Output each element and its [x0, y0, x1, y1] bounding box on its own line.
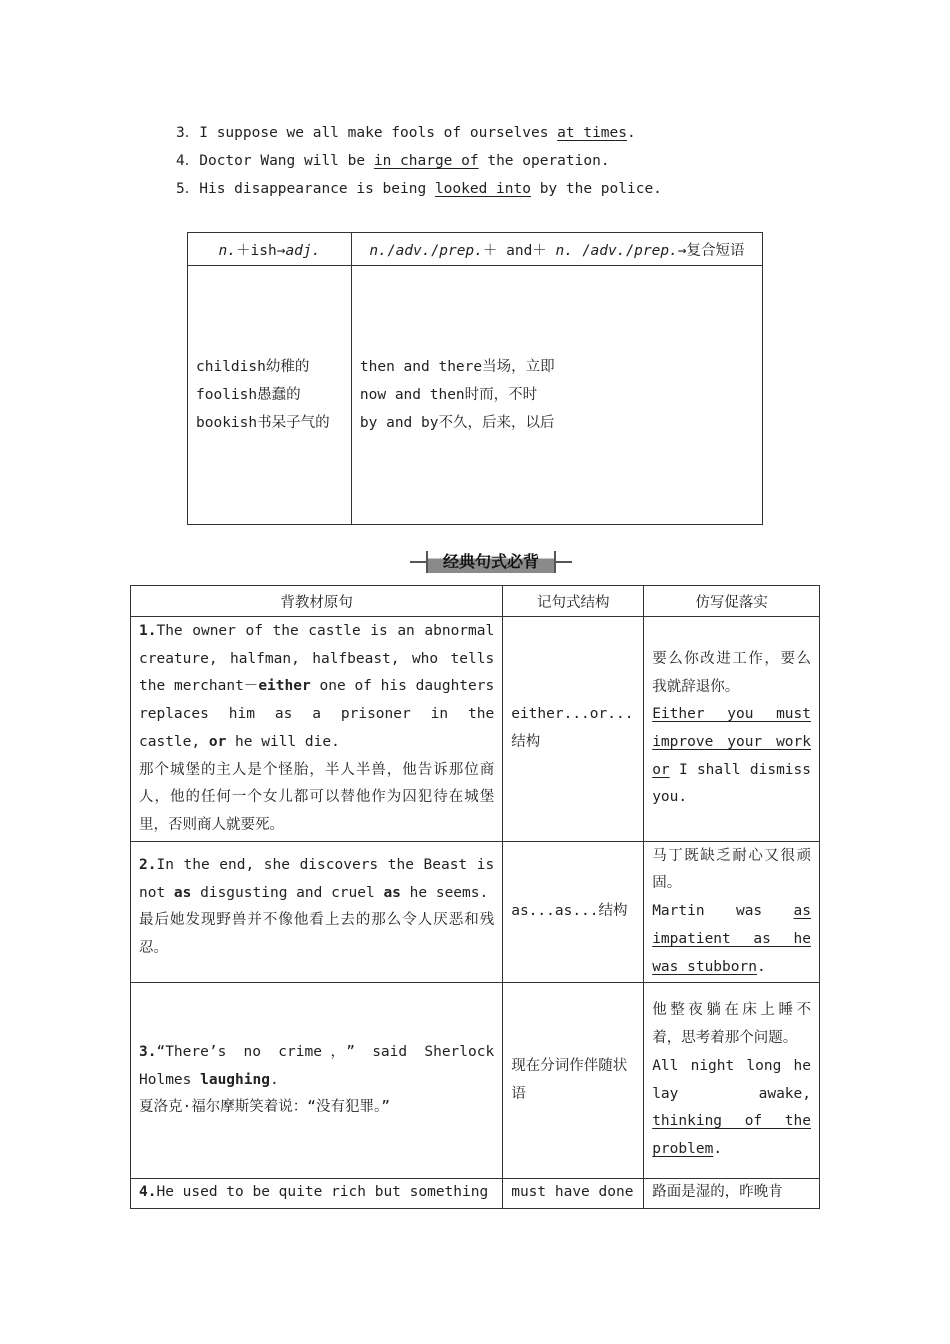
- header-original-sentence: 背教材原句: [131, 586, 503, 617]
- table-header-row: [188, 233, 763, 266]
- chinese-translation: 那个城堡的主人是个怪胎，半人半兽，他告诉那位商人，他的任何一个女儿都可以替他作为囚犯待在城堡里，否则商人就要死。: [139, 761, 495, 833]
- answer-blank: at times: [557, 125, 627, 141]
- imitation-cell: 他整夜躺在床上睡不着，思考着那个问题。 All night long he lay awake, thinking of the problem.: [644, 983, 820, 1179]
- keyword: or: [208, 733, 227, 750]
- answer-blank: thinking of the problem: [652, 1113, 811, 1157]
- keyword: as: [173, 884, 192, 901]
- section-title: [410, 551, 572, 573]
- word-formation-table: [187, 232, 763, 525]
- structure-cell: either...or...结构: [503, 617, 644, 842]
- header-compound-phrase: n./adv./prep.＋ and＋ n. /adv./prep.→复合短语: [351, 233, 762, 266]
- imitation-cell: 要么你改进工作，要么我就辞退你。 Either you must improve your work or I shall dismiss you.: [644, 617, 820, 842]
- section-title-text: 经典句式必背: [426, 551, 556, 573]
- answer-blank: looked into: [434, 181, 531, 197]
- keyword: laughing: [200, 1071, 270, 1088]
- table-header-row: [131, 586, 820, 617]
- header-suffix-ish: n.＋ish→adj.: [188, 233, 352, 266]
- structure-cell: as...as...结构: [503, 842, 644, 983]
- original-sentence-cell: 4.He used to be quite rich but something: [131, 1179, 503, 1209]
- original-sentence-cell: 3.“There’s no crime，” said Sherlock Holmes laughing. 夏洛克·福尔摩斯笑着说：“没有犯罪。”: [131, 983, 503, 1179]
- sentence-5: 5．His disappearance is being looked into by the police.: [176, 181, 662, 197]
- table-row: [131, 842, 820, 983]
- list-item: by and by不久，后来，以后: [359, 415, 555, 431]
- answer-blank: Either you must improve your work or: [652, 706, 811, 778]
- title-rule-right: [554, 561, 572, 563]
- list-item: childish幼稚的: [196, 359, 310, 375]
- original-sentence-cell: 2.In the end, she discovers the Beast is not as disgusting and cruel as he seems. 最后她发现野兽并不像他看上去的那么令人厌恶和残忍。: [131, 842, 503, 983]
- chinese-translation: 最后她发现野兽并不像他看上去的那么令人厌恶和残忍。: [139, 912, 495, 957]
- original-sentence-cell: 1.The owner of the castle is an abnormal creature, halfman, halfbeast, who tells the merchant－either one of his daughters replaces him as a prisoner in the castle, or he will die. 那个城堡的主人是个怪胎，半人半兽，他告诉那位商人，他的任何一个女儿都可以替他作为囚犯待在城堡里，否则商人就要死。: [131, 617, 503, 842]
- ish-word-list: [188, 266, 352, 525]
- table-row: [131, 983, 820, 1179]
- list-item: then and there当场，立即: [359, 359, 555, 375]
- list-item: foolish愚蠢的: [196, 387, 301, 403]
- fill-in-sentences: [176, 122, 662, 206]
- structure-cell: 现在分词作伴随状语: [503, 983, 644, 1179]
- table-row: [131, 1179, 820, 1209]
- table-row: [188, 266, 763, 525]
- table-row: [131, 617, 820, 842]
- keyword: either: [258, 678, 311, 695]
- answer-blank: in charge of: [373, 153, 479, 169]
- chinese-translation: 夏洛克·福尔摩斯笑着说：“没有犯罪。”: [139, 1099, 390, 1116]
- header-structure: 记句式结构: [503, 586, 644, 617]
- list-item: now and then时而，不时: [359, 387, 538, 403]
- classic-sentence-table: [130, 585, 820, 1209]
- list-item: bookish书呆子气的: [196, 415, 330, 431]
- imitation-cell: 路面是湿的，昨晚肯: [644, 1179, 820, 1209]
- sentence-4: 4．Doctor Wang will be in charge of the operation.: [176, 153, 610, 169]
- keyword: as: [383, 884, 401, 901]
- compound-phrase-list: [351, 266, 762, 525]
- structure-cell: must have done: [503, 1179, 644, 1209]
- answer-blank: as impatient as he was stubborn: [652, 903, 811, 975]
- header-imitation: 仿写促落实: [644, 586, 820, 617]
- imitation-cell: 马丁既缺乏耐心又很顽固。 Martin was as impatient as he was stubborn.: [644, 842, 820, 983]
- sentence-3: 3．I suppose we all make fools of ourselves at times.: [176, 125, 636, 141]
